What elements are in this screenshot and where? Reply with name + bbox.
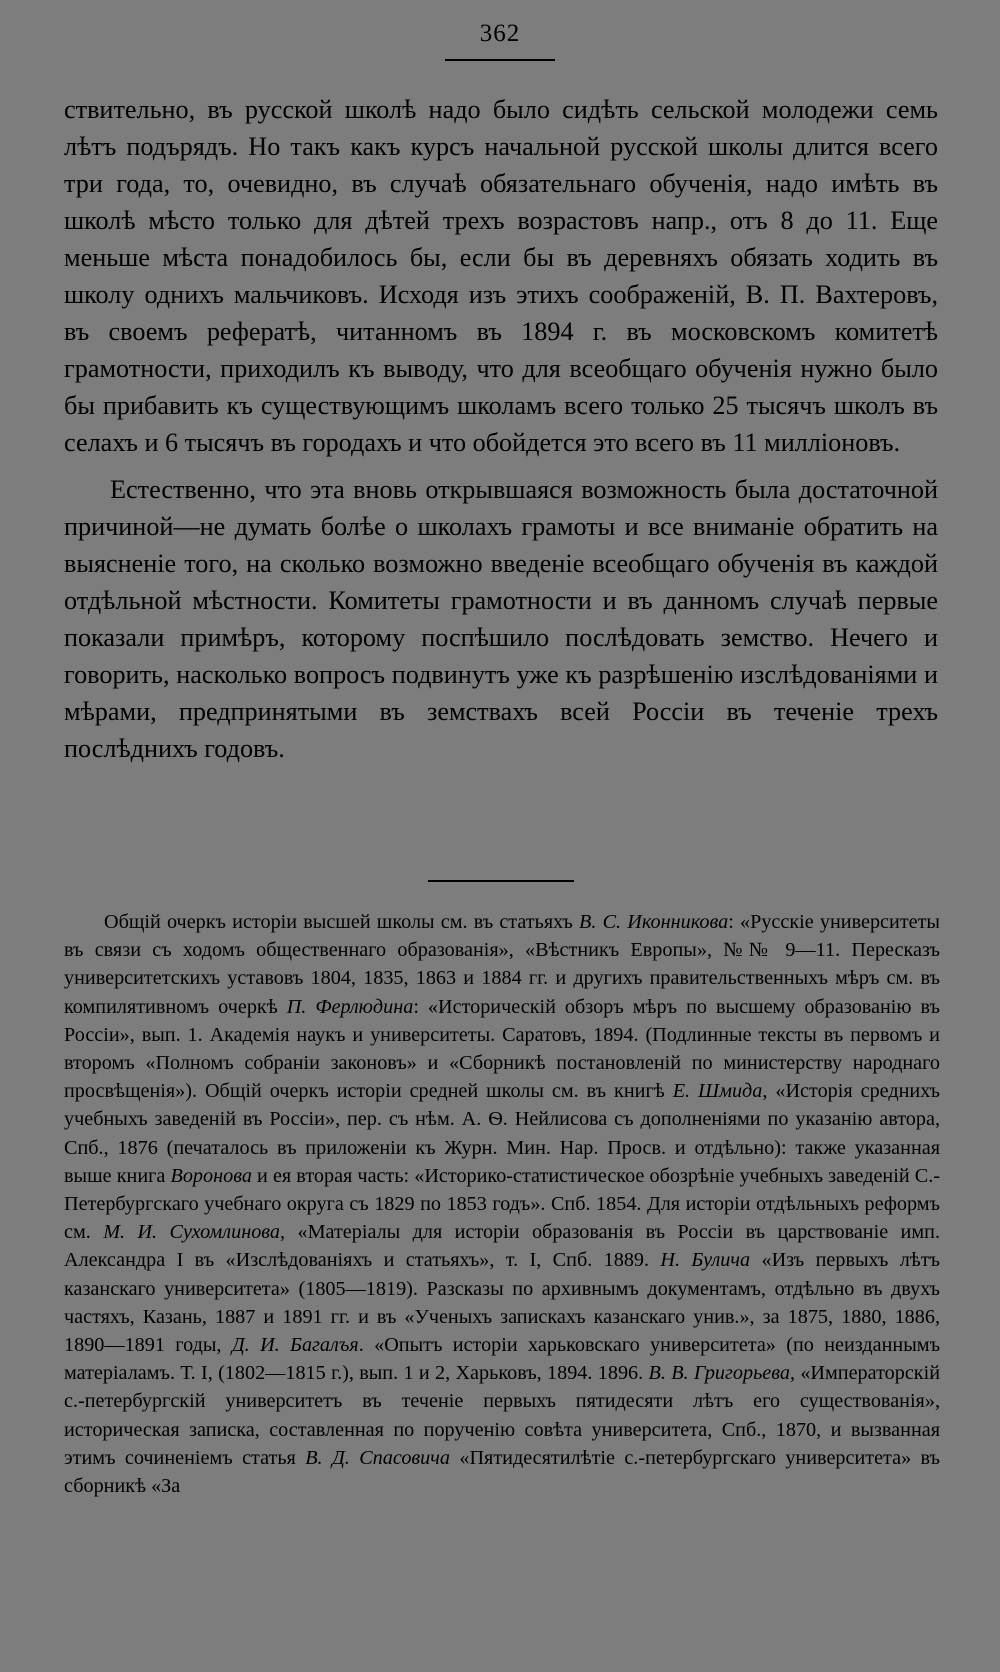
footnote-text: : «Историческій обзоръ мѣръ по высшему образованію въ Россіи», вып. 1. Академія наукъ и университеты. Саратовъ, 1894. (Подлинные тексты въ первомъ и второмъ «Полномъ собраніи законовъ» и «Сборникѣ постановленій по министерству народнаго просвѣщенія»). Общій очеркъ исторіи средней школы см. въ книгѣ [64, 995, 940, 1103]
footnote-separator [428, 880, 574, 882]
paragraph-2: Естественно, что эта вновь открывшаяся возможность была достаточной причиной—не думать болѣе о школахъ грамоты и все вниманіе обратить на выясненіе того, на сколько возможно введеніе всеобщаго обученія въ каждой отдѣльной мѣстности. Комитеты грамотности и въ данномъ случаѣ первые показали примѣръ, которому поспѣшило послѣдовать земство. Нечего и говорить, насколько вопросъ подвинутъ уже къ разрѣшенію изслѣдованіями и мѣрами, предпринятыми въ земствахъ всей Россіи въ теченіе трехъ послѣднихъ годовъ. [64, 475, 938, 763]
footnote-text: «Изъ первыхъ лѣтъ казанскаго университета» (1805—1819). Разсказы по архивнымъ документамъ, отдѣльно въ двухъ частяхъ, Казань, 1887 и 1891 гг. и въ «Ученыхъ запискахъ казанскаго унив.», за 1875, 1880, 1886, 1890—1891 годы, [64, 1249, 940, 1357]
footnote-text: «Пятидесятилѣтіе с.-петербургскаго университета» въ сборникѣ «За [64, 1446, 940, 1498]
header-rule [445, 59, 555, 61]
footnote-author: В. В. Григорьева [648, 1362, 790, 1385]
footnote-author: М. И. Сухомлинова [103, 1221, 281, 1244]
footnote-author: Н. Булича [660, 1249, 751, 1272]
footnote-author: В. С. Иконникова [579, 911, 729, 933]
footnote [64, 908, 940, 1500]
footnote-text: Общій очеркъ исторіи высшей школы см. въ статьяхъ [104, 911, 580, 933]
footnote-text: и ея вторая часть: «Историко-статистическое обозрѣніе учебныхъ заведеній С.-Петербургскаго учебнаго округа съ 1829 по 1853 годъ». Спб. 1854. Для исторіи отдѣльныхъ реформъ см. [64, 1164, 940, 1244]
footnote-text: . «Опытъ исторіи харьковскаго университета» (по неизданнымъ матеріаламъ. Т. I, (1802—1815 г.), вып. 1 и 2, Харьковъ, 1894. 1896. [64, 1334, 941, 1385]
footnote-author: Д. И. Багалъя [231, 1334, 359, 1357]
paragraph-1: ствительно, въ русской школѣ надо было сидѣть сельской молодежи семь лѣтъ подърядъ. Но такъ какъ курсъ начальной русской школы длится всего три года, то, очевидно, въ случаѣ обязательнаго обученія, надо имѣть въ школѣ мѣсто только для дѣтей трехъ возрастовъ напр., отъ 8 до 11. Еще меньше мѣста понадобилось бы, если бы въ деревняхъ обязать ходить въ школу однихъ мальчиковъ. Исходя изъ этихъ соображеній, В. П. Вахтеровъ, въ своемъ рефератѣ, читанномъ въ 1894 г. въ московскомъ комитетѣ грамотности, приходилъ къ выводу, что для всеобщаго обученія нужно было бы прибавить къ существующимъ школамъ всего только 25 тысячъ школъ въ селахъ и 6 тысячъ въ городахъ и что обойдется это всего въ 11 милліоновъ. [64, 95, 938, 457]
footnote-text: , «Матеріалы для исторіи образованія въ Россіи въ царствованіе имп. Александра I въ «Изслѣдованіяхъ и статьяхъ», т. I, Спб. 1889. [64, 1221, 940, 1272]
footnote-author: В. Д. Спасовича [305, 1446, 450, 1469]
footnote-author: П. Ферлюдина [286, 995, 414, 1018]
footnote-author: Воронова [170, 1164, 252, 1187]
footnote-text: : «Русскіе университеты въ связи съ ходомъ общественнаго образованія», «Вѣстникъ Европы», №№ 9—11. Пересказъ университетскихъ уставовъ 1804, 1835, 1863 и 1884 гг. и другихъ правительственныхъ мѣръ см. въ компилятивномъ очеркѣ [64, 911, 940, 1018]
footnote-author: Е. Шмида [672, 1080, 763, 1103]
main-text [64, 91, 938, 767]
footnote-text: , «Императорскій с.-петербургскій университетъ въ теченіе первыхъ пятидесяти лѣтъ его существованія», историческая записка, составленная по порученію совѣта университета, Спб., 1870, и вызванная этимъ сочиненіемъ статья [64, 1362, 941, 1469]
page-number: 362 [479, 20, 521, 47]
footnote-text: , «Исторія среднихъ учебныхъ заведеній въ Россіи», пер. съ нѣм. А. Ѳ. Нейлисова съ дополненіями по указанію автора, Спб., 1876 (печаталось въ приложеніи къ Журн. Мин. Нар. Просв. и отдѣльно): также указанная выше книга [64, 1080, 940, 1187]
